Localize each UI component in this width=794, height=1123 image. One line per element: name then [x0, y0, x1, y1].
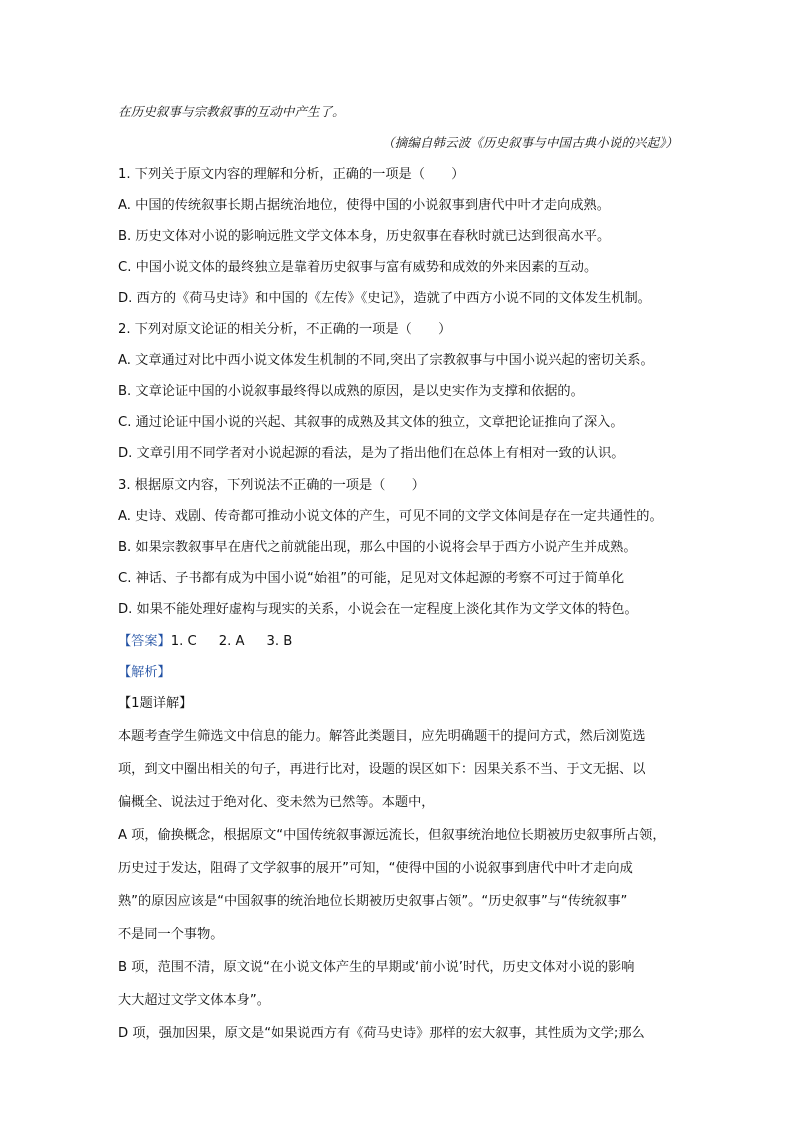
analysis-line: 历史过于发达，阻碍了文学叙事的展开”可知，“使得中国的小说叙事到唐代中叶才走向成 — [118, 861, 633, 876]
answer-label: 【答案】 — [118, 634, 171, 649]
q3-option-d: D. 如果不能处理好虚构与现实的关系，小说会在一定程度上淡化其作为文学文体的特色。 — [118, 602, 638, 617]
analysis-line: D 项，强加因果，原文是“如果说西方有《荷马史诗》那样的宏大叙事，其性质为文学;那么 — [118, 1026, 645, 1041]
answer-line — [118, 633, 292, 651]
q1-option-c: C. 中国小说文体的最终独立是靠着历史叙事与富有威势和成效的外来因素的互动。 — [118, 260, 598, 275]
question-3-stem: 3. 根据原文内容，下列说法不正确的一项是（ ） — [118, 478, 425, 493]
analysis-line: 不是同一个事物。 — [118, 927, 224, 942]
analysis-line: 偏概全、说法过于绝对化、变未然为已然等。本题中， — [118, 795, 435, 810]
analysis-line: 大大超过文学文体本身”。 — [118, 993, 270, 1008]
answer-3: 3. B — [266, 634, 293, 649]
question-2-stem: 2. 下列对原文论证的相关分析，不正确的一项是（ ） — [118, 322, 452, 337]
q1-option-b: B. 历史文体对小说的影响远胜文学文体本身，历史叙事在春秋时就已达到很高水平。 — [118, 229, 611, 244]
answer-2: 2. A — [218, 634, 245, 649]
analysis-line: 项，到文中圈出相关的句子，再进行比对，设题的误区如下：因果关系不当、于文无据、以 — [118, 762, 646, 777]
analysis-line: A 项，偷换概念，根据原文“中国传统叙事源远流长，但叙事统治地位长期被历史叙事所占领， — [118, 828, 666, 843]
citation: （摘编自韩云波《历史叙事与中国古典小说的兴起》） — [382, 135, 678, 150]
q2-option-c: C. 通过论证中国小说的兴起、其叙事的成熟及其文体的独立，文章把论证推向了深入。 — [118, 415, 624, 430]
q2-option-b: B. 文章论证中国的小说叙事最终得以成熟的原因，是以史实作为支撑和依据的。 — [118, 384, 584, 399]
q2-option-a: A. 文章通过对比中西小说文体发生机制的不同,突出了宗教叙事与中国小说兴起的密切关系。 — [118, 353, 654, 368]
q3-option-a: A. 史诗、戏剧、传奇都可推动小说文体的产生，可见不同的文学文体间是存在一定共通性的。 — [118, 509, 663, 524]
analysis-line: 本题考查学生筛选文中信息的能力。解答此类题目，应先明确题干的提问方式，然后浏览选 — [118, 729, 646, 744]
analysis-line: 熟”的原因应该是“中国叙事的统治地位长期被历史叙事占领”。“历史叙事”与“传统叙事” — [118, 894, 628, 909]
q1-option-d: D. 西方的《荷马史诗》和中国的《左传》《史记》，造就了中西方小说不同的文体发生机制。 — [118, 291, 651, 306]
q3-option-b: B. 如果宗教叙事早在唐代之前就能出现，那么中国的小说将会早于西方小说产生并成熟。 — [118, 540, 637, 555]
analysis-line: B 项，范围不清，原文说“在小说文体产生的早期或‘前小说’时代，历史文体对小说的影响 — [118, 960, 635, 975]
q3-option-c: C. 神话、子书都有成为中国小说“始祖”的可能，足见对文体起源的考察不可过于简单化 — [118, 571, 625, 586]
intro-tail: 在历史叙事与宗教叙事的互动中产生了。 — [118, 104, 345, 119]
question-1-stem: 1. 下列关于原文内容的理解和分析，正确的一项是（ ） — [118, 167, 465, 182]
analysis-label: 【解析】 — [118, 665, 171, 680]
detail-label: 【1题详解】 — [118, 696, 193, 711]
answer-1: 1. C — [170, 634, 197, 649]
q2-option-d: D. 文章引用不同学者对小说起源的看法，是为了指出他们在总体上有相对一致的认识。 — [118, 446, 625, 461]
q1-option-a: A. 中国的传统叙事长期占据统治地位，使得中国的小说叙事到唐代中叶才走向成熟。 — [118, 198, 610, 213]
